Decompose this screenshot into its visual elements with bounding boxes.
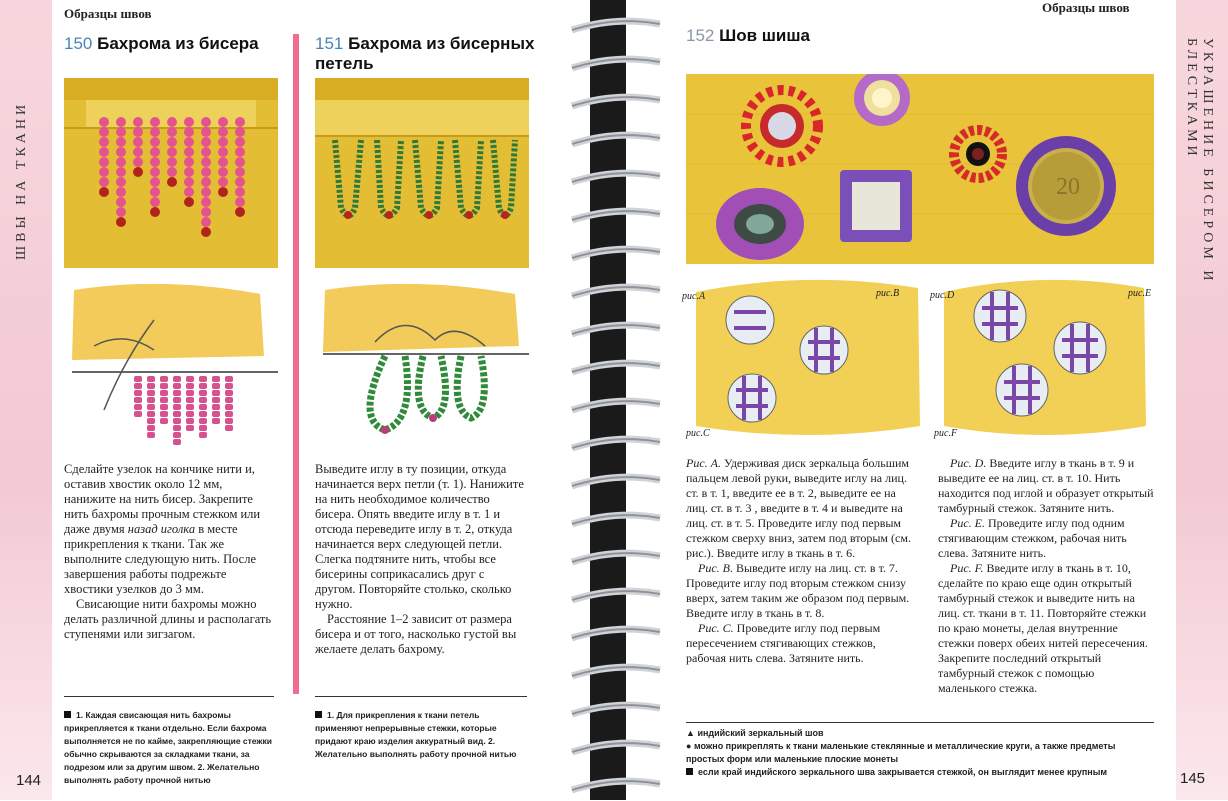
bead — [150, 157, 160, 167]
bead — [150, 207, 160, 217]
bead — [218, 147, 228, 157]
paragraph: Проведите иглу под первым пересечением стягивающих стежков, рабочая нить слева. Затяните нить. — [686, 621, 881, 665]
bead — [186, 383, 194, 389]
bead — [186, 376, 194, 382]
bead — [218, 177, 228, 187]
figure-ref: Рис. E. — [950, 516, 985, 530]
bead — [201, 227, 211, 237]
legend-item — [686, 727, 1154, 740]
bead — [184, 187, 194, 197]
bead — [133, 167, 143, 177]
bead — [225, 397, 233, 403]
bead — [201, 197, 211, 207]
stitch-152-legend — [686, 722, 1154, 779]
bead — [167, 127, 177, 137]
bead — [235, 207, 245, 217]
bead — [116, 157, 126, 167]
bead — [147, 397, 155, 403]
bead — [186, 397, 194, 403]
paragraph: Выведите иглу в ту позиции, откуда начинается верх петли (т. 1). Нанижите на нить необходимое количество бисера. Опять введите иглу в т. 1 и отсюда переведите иглу в т. 2, откуда начинается верх следующей петли. Слегка подтяните нить, чтобы все бисерины соприкасались друг с другом. Повторяйте столько, сколько нужно. — [315, 462, 524, 611]
figure-ref: Рис. A. — [686, 456, 721, 470]
stitch-title-text: Шов шиша — [719, 26, 810, 45]
spiral-ring — [566, 242, 666, 264]
note-text: 1. Каждая свисающая нить бахромы прикрепляется к ткани отдельно. Если бахрома выполняется не по кайме, закрепляющие стежки обычно скрываются за складками ткани, за подрезом или за другим швом. 2. Желательно выполнять работу прочной нитью — [64, 710, 272, 785]
bead — [147, 432, 155, 438]
bead — [133, 127, 143, 137]
bead — [173, 404, 181, 410]
bead — [99, 157, 109, 167]
bead — [199, 383, 207, 389]
bead — [160, 404, 168, 410]
triangle-icon: ▲ — [686, 728, 695, 738]
term-italic: назад иголка — [127, 522, 196, 536]
bead — [186, 390, 194, 396]
bead — [150, 147, 160, 157]
photo-bead-loops — [315, 78, 529, 268]
bead — [199, 425, 207, 431]
bead — [201, 187, 211, 197]
bead — [201, 137, 211, 147]
bead — [184, 167, 194, 177]
bead — [150, 117, 160, 127]
bead — [116, 117, 126, 127]
bead — [218, 157, 228, 167]
bead — [235, 117, 245, 127]
bead — [212, 404, 220, 410]
bead — [186, 411, 194, 417]
spiral-ring — [566, 470, 666, 492]
bead — [167, 147, 177, 157]
stitch-title-text: Бахрома из бисерных — [348, 34, 535, 53]
bead — [116, 167, 126, 177]
bead — [201, 167, 211, 177]
figure-ref: Рис. B. — [698, 561, 733, 575]
bead — [150, 127, 160, 137]
bead — [212, 376, 220, 382]
bead — [225, 390, 233, 396]
bead — [150, 177, 160, 187]
bead — [212, 418, 220, 424]
stitch-151-title — [315, 34, 534, 74]
bead — [116, 147, 126, 157]
bead — [167, 117, 177, 127]
bead — [218, 127, 228, 137]
page-number-right: 145 — [1180, 770, 1206, 787]
bead — [199, 404, 207, 410]
bead — [184, 117, 194, 127]
spiral-ring — [566, 432, 666, 454]
bead — [184, 157, 194, 167]
bead — [160, 411, 168, 417]
stitch-152-title — [686, 26, 810, 46]
stitch-152-column-2 — [938, 456, 1154, 696]
bead — [184, 147, 194, 157]
stitch-number: 151 — [315, 34, 344, 53]
spiral-ring — [566, 584, 666, 606]
bead — [116, 197, 126, 207]
coin-value: 20 — [1056, 174, 1080, 200]
spiral-ring — [566, 546, 666, 568]
spiral-ring — [566, 204, 666, 226]
bead — [173, 439, 181, 445]
bead — [201, 207, 211, 217]
bead — [134, 390, 142, 396]
figure-label: рис.A — [682, 291, 706, 302]
bead — [212, 411, 220, 417]
bead — [184, 127, 194, 137]
bead — [225, 376, 233, 382]
stitch-151-body — [315, 462, 527, 657]
spiral-ring — [566, 622, 666, 644]
bead — [133, 117, 143, 127]
bead — [235, 167, 245, 177]
bead — [160, 390, 168, 396]
note-text: 1. Для прикрепления к ткани петель применяют непрерывные стежки, которые придают краю изделия аккуратный вид. 2. Желательно выполнять работу прочной нитью — [315, 710, 517, 759]
bead — [147, 425, 155, 431]
bead — [99, 117, 109, 127]
bead — [160, 397, 168, 403]
bead — [184, 177, 194, 187]
stitch-150-note — [64, 696, 274, 787]
figure-ref: Рис. D. — [950, 456, 987, 470]
spiral-ring — [566, 14, 666, 36]
bead — [134, 376, 142, 382]
square-bullet-icon — [686, 768, 693, 775]
bead — [99, 127, 109, 137]
spiral-ring — [566, 356, 666, 378]
spiral-ring — [566, 166, 666, 188]
bead — [225, 404, 233, 410]
figure-label: рис.F — [934, 428, 958, 439]
bead — [218, 167, 228, 177]
bead — [199, 432, 207, 438]
bead — [173, 425, 181, 431]
bead — [147, 418, 155, 424]
left-page-header: Образцы швов — [64, 6, 152, 21]
paragraph: Введите иглу в ткань в т. 9 и выведите ее на лиц. ст. в т. 10. Нить находится под иглой и образует открытый тамбурный стежок. Затяните нить. — [938, 456, 1154, 515]
paragraph: Удерживая диск зеркальца большим пальцем левой руки, выведите иглу на лиц. ст. в т. 1, введите ее в т. 2, выведите ее на лиц. ст. в т. 3 , введите в т. 4 и выведите на лиц. ст. в т. 5. Проведите иглу под первым стежком сверху вниз, затем под вторым (см. рис.). Введите иглу в ткань в т. 6. — [686, 456, 911, 560]
bead — [235, 157, 245, 167]
bead — [173, 418, 181, 424]
column-accent-bar — [293, 34, 299, 694]
figure-label: рис.D — [930, 290, 955, 301]
bead — [225, 411, 233, 417]
bead — [99, 187, 109, 197]
bead — [99, 167, 109, 177]
bead — [235, 177, 245, 187]
bead — [186, 404, 194, 410]
illustration-fringe-diagram — [64, 280, 278, 450]
spiral-ring — [566, 318, 666, 340]
spiral-ring — [566, 394, 666, 416]
spiral-ring — [566, 52, 666, 74]
spiral-ring — [566, 698, 666, 720]
bead — [116, 217, 126, 227]
bead — [167, 157, 177, 167]
stitch-number: 150 — [64, 34, 93, 53]
bead — [99, 147, 109, 157]
bead — [225, 383, 233, 389]
bead — [167, 177, 177, 187]
bead — [184, 137, 194, 147]
bead — [116, 127, 126, 137]
bead — [218, 117, 228, 127]
bead — [160, 376, 168, 382]
figure-ref: Рис. C. — [698, 621, 734, 635]
bead — [235, 137, 245, 147]
stitch-150-title — [64, 34, 259, 54]
bead — [201, 177, 211, 187]
legend-item — [686, 740, 1154, 766]
bead — [235, 197, 245, 207]
paragraph: Сделайте узелок на кончике нити и, оставив хвостик около 12 мм, нанижите на нить бисер. Закрепите нить бахромы прочным стежком или даже двумя — [64, 462, 261, 536]
square-bullet-icon — [64, 711, 71, 718]
bead — [173, 390, 181, 396]
bead — [116, 207, 126, 217]
bead — [134, 411, 142, 417]
bead — [199, 411, 207, 417]
bead — [186, 425, 194, 431]
stitch-151-note — [315, 696, 527, 761]
spiral-ring — [566, 90, 666, 112]
bead — [134, 397, 142, 403]
bead — [147, 411, 155, 417]
bead — [160, 383, 168, 389]
bead — [225, 418, 233, 424]
spiral-ring — [566, 508, 666, 530]
bead — [133, 147, 143, 157]
bead — [225, 425, 233, 431]
stitch-title-text: Бахрома из бисера — [97, 34, 259, 53]
bead — [133, 157, 143, 167]
right-page-header: Образцы швов — [1042, 0, 1130, 15]
bead — [201, 117, 211, 127]
legend-text: можно прикреплять к ткани маленькие стеклянные и металлические круги, а также предметы простых форм или маленькие плоские монеты — [686, 741, 1116, 764]
photo-bead-fringe — [64, 78, 278, 268]
bead — [150, 137, 160, 147]
figure-ref: Рис. F. — [950, 561, 984, 575]
bead — [147, 383, 155, 389]
diagram-def — [934, 276, 1154, 440]
figure-label: рис.B — [876, 288, 900, 299]
legend-item — [686, 766, 1154, 779]
paragraph: Расстояние 1–2 зависит от размера бисера и от того, насколько густой вы желаете делать бахрому. — [315, 612, 517, 656]
stitch-150-body — [64, 462, 274, 642]
figure-label: рис.E — [1128, 288, 1152, 299]
bead — [167, 137, 177, 147]
legend-text: если край индийского зеркального шва закрывается стежкой, он выглядит менее крупным — [698, 767, 1108, 777]
photo-shisha-mirrors — [686, 74, 1154, 264]
bead — [201, 157, 211, 167]
bead — [212, 397, 220, 403]
bead — [173, 411, 181, 417]
bead — [235, 127, 245, 137]
figure-label: рис.C — [686, 428, 710, 439]
stitch-number: 152 — [686, 26, 715, 45]
bead — [201, 127, 211, 137]
stitch-152-column-1 — [686, 456, 914, 666]
bead — [199, 397, 207, 403]
bead — [150, 187, 160, 197]
paragraph: в месте прикрепления к ткани. Так же выполните следующую нить. После завершения работы подрежьте хвостики узелков до 3 мм. — [64, 522, 256, 596]
bead — [134, 383, 142, 389]
bead — [116, 187, 126, 197]
bead — [218, 187, 228, 197]
spiral-ring — [566, 280, 666, 302]
bead — [235, 187, 245, 197]
bead — [134, 404, 142, 410]
spiral-ring — [566, 774, 666, 796]
bead — [173, 383, 181, 389]
bead — [199, 376, 207, 382]
bead — [186, 418, 194, 424]
page-number-left: 144 — [16, 772, 42, 789]
bead — [167, 167, 177, 177]
paragraph: Проведите иглу под одним стягивающим стежком, рабочая нить слева. Затяните нить. — [938, 516, 1127, 560]
bead — [116, 177, 126, 187]
bead — [201, 147, 211, 157]
bead — [173, 376, 181, 382]
bead — [212, 383, 220, 389]
legend-text: индийский зеркальный шов — [697, 728, 824, 738]
spiral-ring — [566, 736, 666, 758]
bead — [99, 177, 109, 187]
left-side-tab-label: ШВЫ НА ТКАНИ — [14, 100, 29, 260]
bead — [173, 432, 181, 438]
bead — [235, 147, 245, 157]
spiral-ring — [566, 660, 666, 682]
bead — [201, 217, 211, 227]
bead — [147, 404, 155, 410]
bead — [184, 197, 194, 207]
bead — [99, 137, 109, 147]
bead — [147, 390, 155, 396]
bead — [133, 137, 143, 147]
paragraph: Введите иглу в ткань в т. 10, сделайте по краю еще один открытый тамбурный стежок и выведите нить на лиц. ст. ткани в т. 11. Повторяйте стежки по краю монеты, делая внутренние стежки поверх обеих нитей пересечения. Закрепите последний открытый тамбурный стежок с помощью маленького стежка. — [938, 561, 1148, 695]
bead — [147, 376, 155, 382]
diagram-abc — [686, 276, 926, 440]
illustration-loops-diagram — [315, 280, 529, 450]
bead — [199, 418, 207, 424]
bead — [199, 390, 207, 396]
paragraph: Выведите иглу на лиц. ст. в т. 7. Проведите иглу под вторым стежком снизу вверх, затем таким же образом под первым. Введите иглу в ткань в т. 8. — [686, 561, 910, 620]
bead — [150, 197, 160, 207]
circle-icon: ● — [686, 741, 692, 751]
bead — [150, 167, 160, 177]
paragraph: Свисающие нити бахромы можно делать различной длины и располагать ступенями или зигзагом. — [64, 597, 272, 641]
bead — [212, 390, 220, 396]
bead — [173, 397, 181, 403]
bead — [218, 137, 228, 147]
bead — [160, 418, 168, 424]
bead — [116, 137, 126, 147]
right-side-tab-label: УКРАШЕНИЕ БИСЕРОМ И БЛЕСТКАМИ — [1184, 38, 1215, 285]
stitch-title-text-line2: петель — [315, 54, 374, 73]
square-bullet-icon — [315, 711, 322, 718]
spiral-ring — [566, 128, 666, 150]
